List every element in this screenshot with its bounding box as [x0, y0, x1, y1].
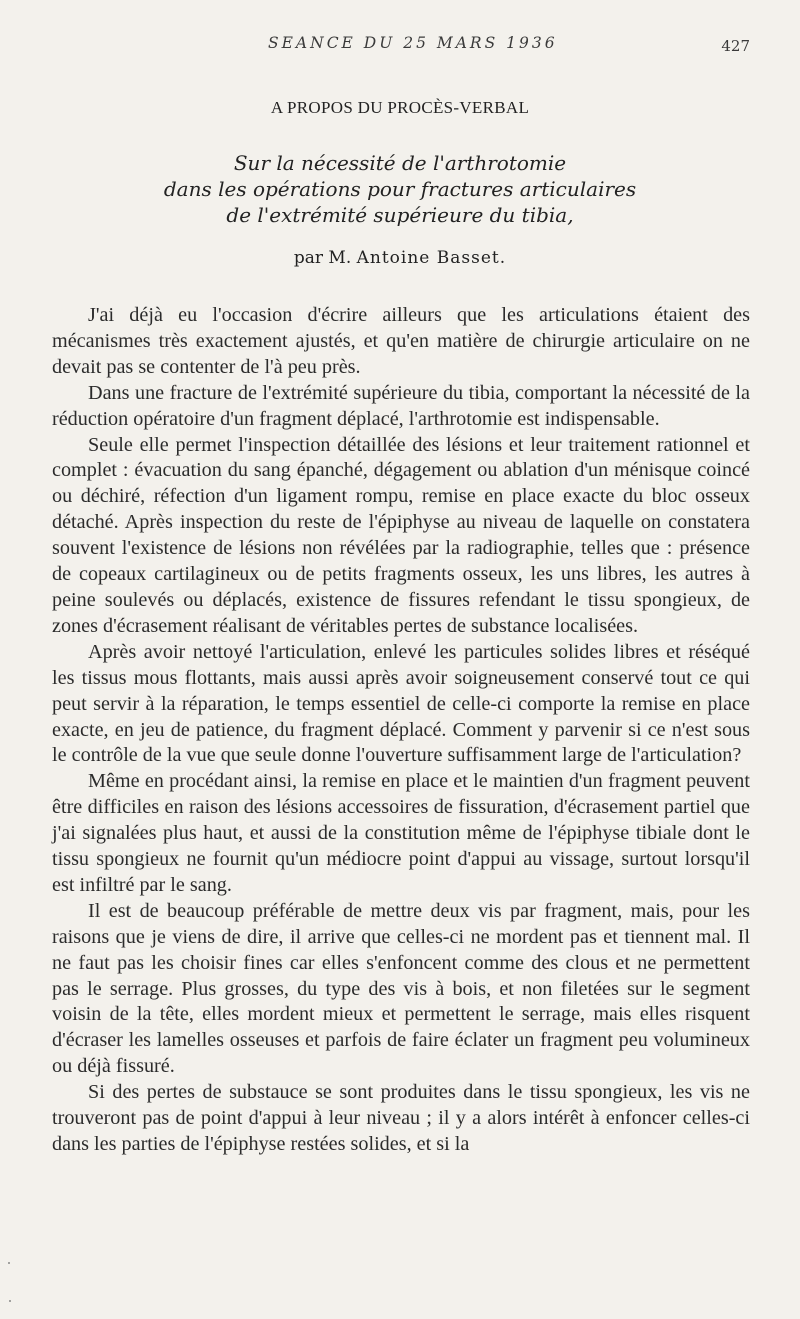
body-paragraph: Après avoir nettoyé l'articulation, enlevé les particules solides libres et réséqué les tissus mous flottants, mais aussi après avoir soigneusement conservé tout ce qui peut servir à la réparation, le temps essentiel de celle-ci comporte la remise en place exacte, en jeu de patience, du fragment déplacé. Comment y parvenir si ce n'est sous le contrôle de la vue que seule donne l'ouverture suffisamment large de l'articulation? — [52, 640, 750, 767]
body-paragraph: Si des pertes de substauce se sont produites dans le tissu spongieux, les vis ne trouveront pas de point d'appui à leur niveau ; il y a alors intérêt à enfoncer celles-ci dans les parties de l'épiphyse restées solides, et si la — [52, 1081, 750, 1155]
article-title-line: dans les opérations pour fractures articulaires — [163, 177, 637, 201]
byline — [0, 248, 800, 268]
article-body — [52, 303, 750, 1158]
body-paragraph: Dans une fracture de l'extrémité supérieure du tibia, comportant la nécessité de la réduction opératoire d'un fragment déplacé, l'arthrotomie est indispensable. — [52, 381, 750, 430]
margin-speck — [9, 1300, 11, 1302]
author-name: Antoine Basset. — [356, 248, 507, 268]
body-paragraph: Il est de beaucoup préférable de mettre deux vis par fragment, mais, pour les raisons que je viens de dire, il arrive que celles-ci ne mordent pas et tiennent mal. Il ne faut pas les choisir fines car elles s'enfoncent comme des clous et ne permettent pas le serrage. Plus grosses, du type des vis à bois, et non filetées sur le segment voisin de la tête, elles mordent mieux et permettent le serrage, mais elles risquent d'écraser les lamelles osseuses et parfois de faire éclater un fragment peu volumineux ou déjà fissuré. — [52, 899, 750, 1078]
margin-speck — [8, 1262, 10, 1264]
body-paragraph: J'ai déjà eu l'occasion d'écrire ailleurs que les articulations étaient des mécanismes très exactement ajustés, et qu'en matière de chirurgie articulaire on ne devait pas se contenter de l'à peu près. — [52, 304, 750, 378]
article-title — [0, 150, 800, 228]
page-number: 427 — [721, 37, 750, 55]
article-title-line: Sur la nécessité de l'arthrotomie — [233, 151, 567, 175]
running-head-title: SEANCE DU 25 MARS 1936 — [268, 34, 558, 52]
byline-prefix: par M. — [293, 248, 352, 268]
body-paragraph: Même en procédant ainsi, la remise en place et le maintien d'un fragment peuvent être difficiles en raison des lésions accessoires de fissuration, d'écrasement partiel que j'ai signalées plus haut, et aussi de la constitution même de l'épiphyse tibiale dont le tissu spongieux ne fournit qu'un médiocre point d'appui au vissage, surtout lorsqu'il est infiltré par le sang. — [52, 770, 750, 896]
section-heading: A PROPOS DU PROCÈS-VERBAL — [270, 98, 530, 117]
body-paragraph: Seule elle permet l'inspection détaillée des lésions et leur traitement rationnel et complet : évacuation du sang épanché, dégagement ou ablation d'un ménisque coincé ou déchiré, réfection d'un ligament rompu, remise en place exacte du bloc osseux détaché. Après inspection du reste de l'épiphyse au niveau de laquelle on constatera souvent l'existence de lésions non révélées par la radiographie, telles que : présence de copeaux cartilagineux ou de petits fragments osseux, les uns libres, les autres à peine soulevés ou déplacés, existence de fissures refendant le tissu spongieux, de zones d'écrasement réalisant de véritables pertes de substance localisées. — [52, 433, 750, 637]
running-head — [0, 34, 800, 58]
article-title-line: de l'extrémité supérieure du tibia, — [226, 203, 574, 227]
